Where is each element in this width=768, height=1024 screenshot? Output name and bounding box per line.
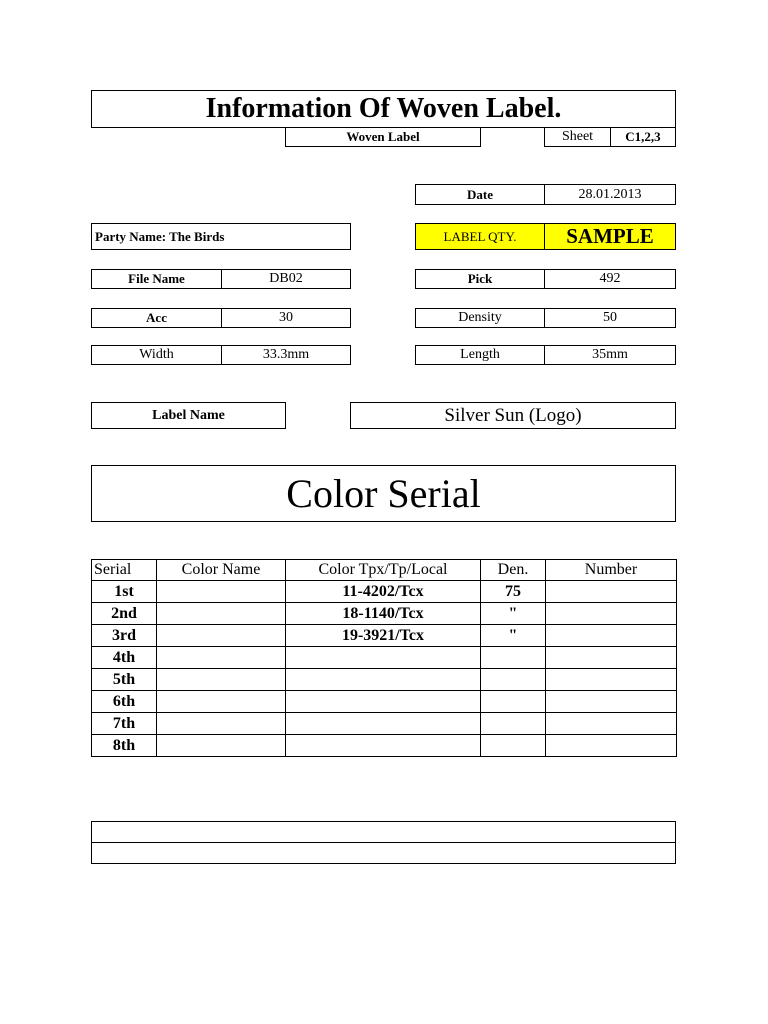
date-label: Date <box>415 184 545 205</box>
header-serial: Serial <box>92 560 157 581</box>
color-code-cell <box>286 713 481 735</box>
length-label: Length <box>415 345 545 365</box>
notes-row <box>92 843 676 864</box>
number-cell <box>546 669 677 691</box>
density-label: Density <box>415 308 545 328</box>
color-code-cell <box>286 691 481 713</box>
acc-value: 30 <box>221 308 351 328</box>
number-cell <box>546 647 677 669</box>
den-cell <box>481 647 546 669</box>
color-name-cell <box>157 625 286 647</box>
table-row <box>92 603 677 625</box>
color-code-cell <box>286 669 481 691</box>
number-cell <box>546 625 677 647</box>
color-code-cell <box>286 647 481 669</box>
color-name-cell <box>157 713 286 735</box>
color-code-cell <box>286 735 481 757</box>
serial-cell: 3rd <box>92 625 157 647</box>
party-name-field: Party Name: The Birds <box>91 223 351 250</box>
table-header-row <box>92 560 677 581</box>
density-value: 50 <box>544 308 676 328</box>
header-den: Den. <box>481 560 546 581</box>
pick-label: Pick <box>415 269 545 289</box>
den-cell: " <box>481 603 546 625</box>
notes-row <box>92 822 676 843</box>
color-name-cell <box>157 647 286 669</box>
den-cell <box>481 735 546 757</box>
table-row <box>92 581 677 603</box>
page-title: Information Of Woven Label. <box>91 90 676 128</box>
color-name-cell <box>157 691 286 713</box>
number-cell <box>546 581 677 603</box>
color-code-cell: 18-1140/Tcx <box>286 603 481 625</box>
serial-cell: 6th <box>92 691 157 713</box>
number-cell <box>546 603 677 625</box>
woven-label-cell: Woven Label <box>285 127 481 147</box>
color-name-cell <box>157 735 286 757</box>
color-code-cell: 11-4202/Tcx <box>286 581 481 603</box>
date-value: 28.01.2013 <box>544 184 676 205</box>
color-name-cell <box>157 669 286 691</box>
serial-cell: 2nd <box>92 603 157 625</box>
color-code-cell: 19-3921/Tcx <box>286 625 481 647</box>
number-cell <box>546 713 677 735</box>
width-label: Width <box>91 345 222 365</box>
den-cell <box>481 669 546 691</box>
label-qty-value: SAMPLE <box>544 223 676 250</box>
header-color-code: Color Tpx/Tp/Local <box>286 560 481 581</box>
notes-cell <box>92 822 676 843</box>
den-cell <box>481 713 546 735</box>
table-row <box>92 669 677 691</box>
table-row <box>92 647 677 669</box>
sheet-value: C1,2,3 <box>610 127 676 147</box>
width-value: 33.3mm <box>221 345 351 365</box>
serial-cell: 5th <box>92 669 157 691</box>
pick-value: 492 <box>544 269 676 289</box>
header-number: Number <box>546 560 677 581</box>
notes-table <box>91 821 676 864</box>
table-row <box>92 713 677 735</box>
table-row <box>92 691 677 713</box>
notes-cell <box>92 843 676 864</box>
length-value: 35mm <box>544 345 676 365</box>
table-row <box>92 625 677 647</box>
serial-cell: 1st <box>92 581 157 603</box>
color-serial-heading: Color Serial <box>91 465 676 522</box>
serial-cell: 7th <box>92 713 157 735</box>
file-name-value: DB02 <box>221 269 351 289</box>
den-cell <box>481 691 546 713</box>
table-row <box>92 735 677 757</box>
color-name-cell <box>157 581 286 603</box>
den-cell: " <box>481 625 546 647</box>
label-name-value: Silver Sun (Logo) <box>350 402 676 429</box>
number-cell <box>546 691 677 713</box>
color-name-cell <box>157 603 286 625</box>
serial-cell: 4th <box>92 647 157 669</box>
sheet-label: Sheet <box>544 127 611 147</box>
file-name-label: File Name <box>91 269 222 289</box>
color-serial-table <box>91 559 677 757</box>
label-qty-label: LABEL QTY. <box>415 223 545 250</box>
serial-cell: 8th <box>92 735 157 757</box>
header-color-name: Color Name <box>157 560 286 581</box>
den-cell: 75 <box>481 581 546 603</box>
label-name-label: Label Name <box>91 402 286 429</box>
acc-label: Acc <box>91 308 222 328</box>
number-cell <box>546 735 677 757</box>
